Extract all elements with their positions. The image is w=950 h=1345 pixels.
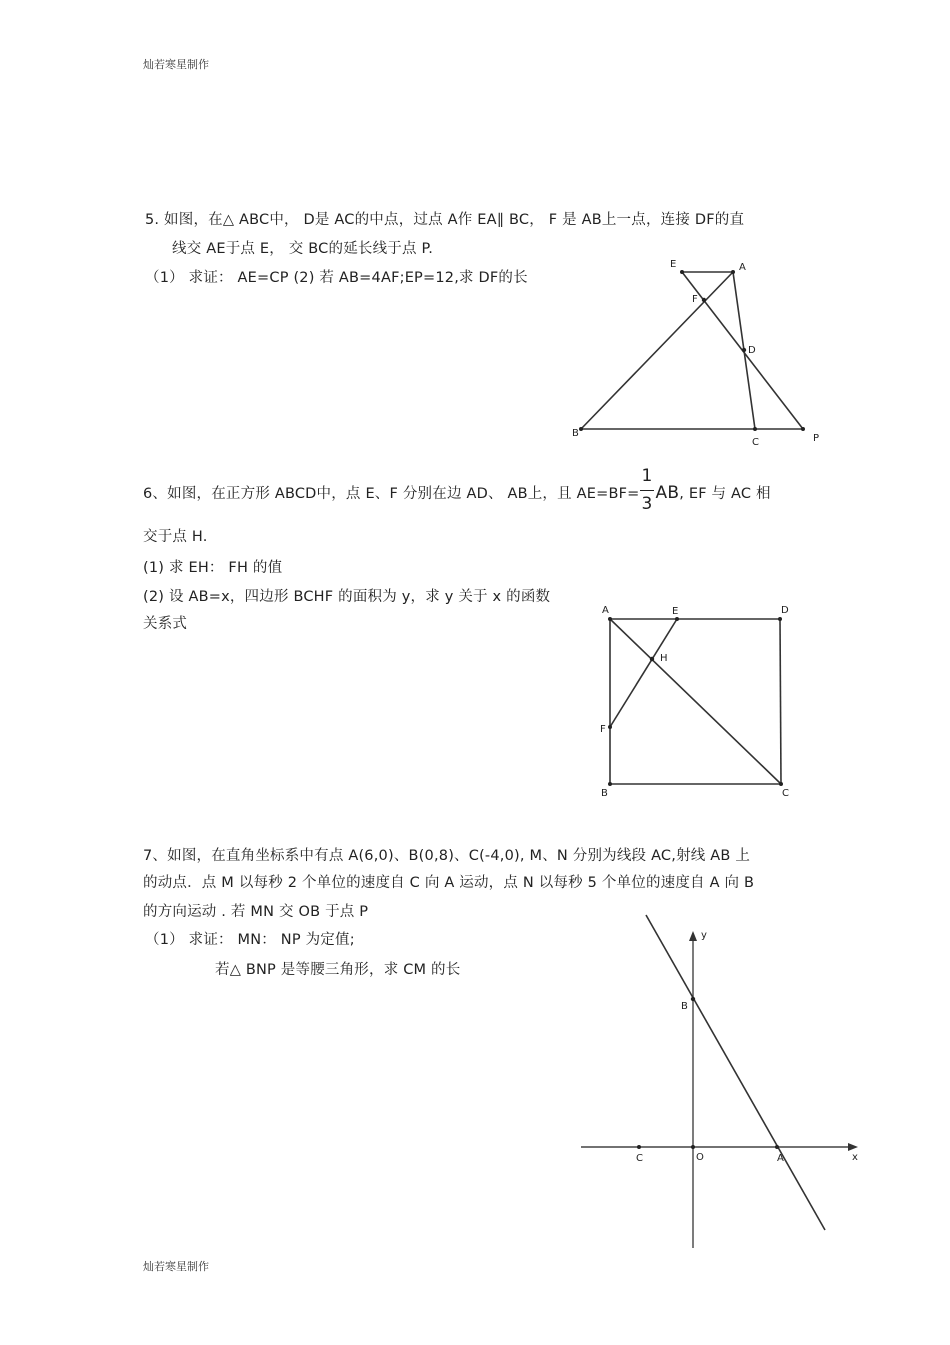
q6-figure — [595, 600, 805, 800]
q7-y-axis-arrow — [689, 931, 697, 941]
q7-point-B — [691, 997, 695, 1001]
q6-frac-numerator: 1 — [641, 466, 653, 486]
q6-line1-tail: , EF 与 AC 相 — [679, 486, 771, 502]
q6-fraction — [640, 466, 656, 514]
q6-point-E — [675, 617, 679, 621]
q7-x-axis-arrow — [848, 1143, 858, 1151]
q7-line2: 的动点．点 M 以每秒 2 个单位的速度自 C 向 A 运动，点 N 以每秒 5 个单位的速度自 A 向 B — [143, 875, 755, 891]
q5-point-F — [702, 298, 706, 302]
q7-label-y: y — [701, 930, 707, 941]
q6-label-E: E — [672, 606, 679, 617]
q5-point-P — [801, 427, 805, 431]
q6-line1 — [143, 466, 771, 514]
q7-point-C — [637, 1145, 641, 1149]
q6-frac-denominator: 3 — [641, 494, 653, 514]
q5-label-P: P — [813, 433, 820, 444]
q6-point-B — [608, 782, 612, 786]
q5-point-A — [731, 270, 735, 274]
q6-point-F — [608, 725, 612, 729]
q7-line5: 若△ BNP 是等腰三角形，求 CM 的长 — [215, 962, 461, 978]
q5-figure — [560, 250, 840, 450]
q6-side-DC — [780, 619, 781, 784]
page-header: 灿若寒星制作 — [143, 58, 209, 71]
q7-label-x: x — [852, 1152, 858, 1163]
q5-label-D: D — [748, 345, 756, 356]
q6-line1-text: 6、如图，在正方形 ABCD中，点 E、F 分别在边 AD、 AB上，且 AE=BF= — [143, 486, 640, 502]
q5-label-C: C — [752, 437, 759, 448]
q7-line4: （1） 求证： MN： NP 为定值; — [145, 932, 355, 948]
q7-line3: 的方向运动 . 若 MN 交 OB 于点 P — [143, 904, 369, 920]
q5-label-B: B — [572, 428, 579, 439]
q5-point-C — [753, 427, 757, 431]
q6-label-B: B — [601, 788, 608, 799]
q5-line3: （1） 求证： AE=CP (2) 若 AB=4AF;EP=12,求 DF的长 — [145, 270, 528, 286]
q6-line2: 交于点 H. — [143, 529, 208, 545]
q6-label-C: C — [782, 788, 789, 799]
q6-line4: (2) 设 AB=x，四边形 BCHF 的面积为 y，求 y 关于 x 的函数 — [143, 589, 551, 605]
q6-label-A: A — [602, 605, 609, 616]
q6-point-D — [778, 617, 782, 621]
q5-label-A: A — [739, 262, 746, 273]
q7-line-AB — [646, 915, 825, 1230]
q7-label-A: A — [777, 1153, 784, 1164]
page-footer: 灿若寒星制作 — [143, 1260, 209, 1273]
q6-point-C — [779, 782, 783, 786]
q5-line1: 5. 如图，在△ ABC中， D是 AC的中点，过点 A作 EA∥ BC， F 是 AB上一点，连接 DF的直 — [145, 212, 745, 228]
q7-label-C: C — [636, 1153, 643, 1164]
q6-label-F: F — [600, 724, 606, 735]
q7-label-B: B — [681, 1001, 688, 1012]
q7-point-A — [775, 1145, 779, 1149]
q6-line5: 关系式 — [143, 616, 188, 632]
q6-point-A — [608, 617, 612, 621]
q5-point-E — [680, 270, 684, 274]
q6-frac-bar — [640, 490, 654, 491]
q6-label-H: H — [660, 653, 668, 664]
q6-line3: (1) 求 EH： FH 的值 — [143, 560, 283, 576]
q7-line1: 7、如图，在直角坐标系中有点 A(6,0)、B(0,8)、C(-4,0), M、N 分别为线段 AC,射线 AB 上 — [143, 848, 751, 864]
q5-line2: 线交 AE于点 E， 交 BC的延长线于点 P. — [172, 241, 433, 257]
q7-figure — [575, 910, 865, 1255]
q6-label-D: D — [781, 605, 789, 616]
q5-label-E: E — [670, 259, 677, 270]
q5-point-D — [742, 348, 746, 352]
q7-point-O — [691, 1145, 695, 1149]
q6-point-H — [650, 657, 654, 661]
q7-label-O: O — [696, 1152, 704, 1163]
q5-segment-AB — [581, 272, 733, 429]
q5-point-B — [579, 427, 583, 431]
q5-label-F: F — [692, 294, 698, 305]
q6-diagonal-AC — [610, 619, 781, 784]
q6-frac-after: AB — [655, 483, 680, 503]
